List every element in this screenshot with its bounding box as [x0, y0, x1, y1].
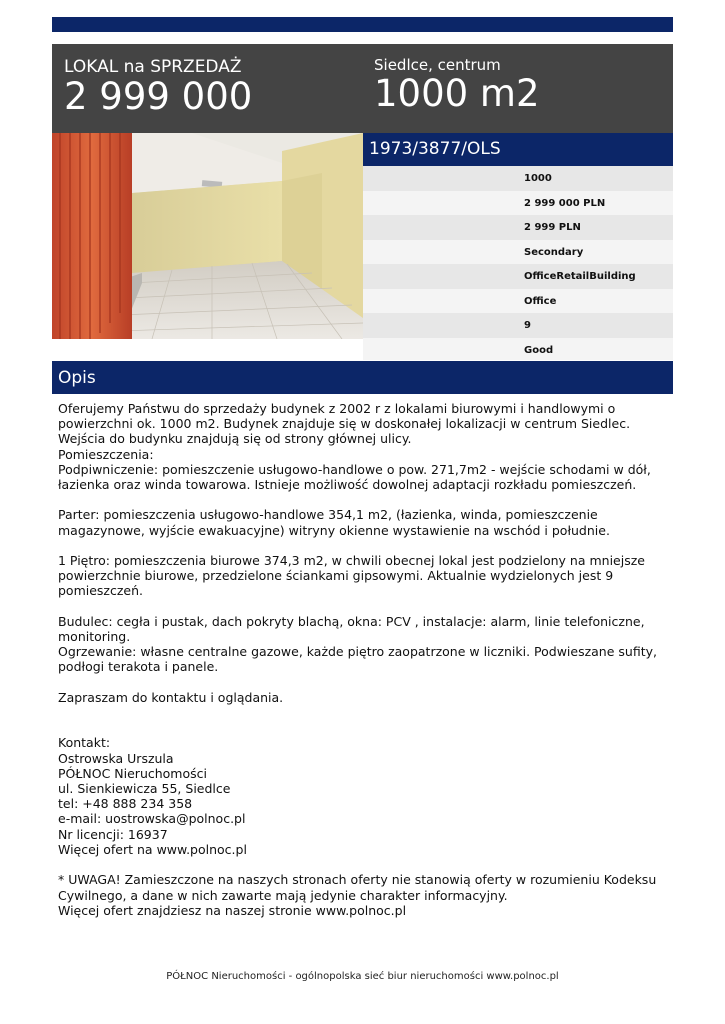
property-row	[363, 215, 673, 240]
listing-type: LOKAL na SPRZEDAŻ	[64, 57, 242, 77]
property-value: 2 999 000 PLN	[524, 197, 606, 209]
property-photo	[52, 133, 363, 339]
description-heading: Opis	[58, 368, 96, 388]
description-header	[52, 361, 673, 394]
property-value: 2 999 PLN	[524, 222, 581, 233]
listing-location: Siedlce, centrum	[374, 56, 501, 74]
property-value: Office	[524, 295, 557, 307]
property-value: 1000	[524, 173, 552, 184]
property-value: Secondary	[524, 246, 584, 258]
property-row	[363, 313, 673, 338]
reference-number: 1973/3877/OLS	[369, 139, 501, 159]
listing-header	[52, 44, 673, 133]
property-row	[363, 289, 673, 314]
property-details-table	[363, 166, 673, 360]
top-accent-bar	[52, 17, 673, 32]
property-value: OfficeRetailBuilding	[524, 271, 636, 282]
property-row	[363, 240, 673, 265]
listing-area: 1000 m2	[374, 72, 540, 115]
property-row	[363, 191, 673, 216]
description-text: Oferujemy Państwu do sprzedaży budynek z 2002 r z lokalami biurowymi i handlowymi o powierzchni ok. 1000 m2. Budynek znajduje się w doskonałej lokalizacji w centrum Siedlec. Wejścia do budynku znajdują się od strony głównej ulicy. Pomieszczenia: Podpiwniczenie: pomieszczenie usługowo-handlowe o pow. 271,7m2 - wejście schodami w dół, łazienka oraz winda towarowa. Istnieje możliwość dowolnej adaptacji rozkładu pomieszczeń. Parter: pomieszczenia usługowo-handlowe 354,1 m2, (łazienka, winda, pomieszczenie magazynowe, wyjście ewakuacyjne) witryny okienne wystawienie na wschód i południe. 1 Piętro: pomieszczenia biurowe 374,3 m2, w chwili obecnej lokal jest podzielony na mniejsze powierzchnie biurowe, przedzielone ściankami gipsowymi. Aktualnie wydzielonych jest 9 pomieszczeń. Budulec: cegła i pustak, dach pokryty blachą, okna: PCV , instalacje: alarm, linie telefoniczne, monitoring. Ogrzewanie: własne centralne gazowe, każde piętro zaopatrzone w liczniki. Podwieszane sufity, podłogi terakota i panele. Zapraszam do kontaktu i oglądania. Kontakt: Ostrowska Urszula PÓŁNOC Nieruchomości ul. Sienkiewicza 55, Siedlce tel: +48 888 234 358 e-mail: uostrowska@polnoc.pl Nr licencji: 16937 Więcej ofert na www.polnoc.pl * UWAGA! Zamieszczone na naszych stronach oferty nie stanowią oferty w rozumieniu Kodeksu Cywilnego, a dane w nich zawarte mają jedynie charakter informacyjny. Więcej ofert znajdziesz na naszej stronie www.polnoc.pl	[58, 401, 657, 918]
property-row	[363, 264, 673, 289]
property-row	[363, 338, 673, 360]
reference-bar	[363, 133, 673, 166]
property-value: 9	[524, 320, 531, 331]
property-value: Good	[524, 344, 554, 356]
property-row	[363, 166, 673, 191]
page-footer: PÓŁNOC Nieruchomości - ogólnopolska sieć biur nieruchomości www.polnoc.pl	[166, 971, 559, 982]
listing-price: 2 999 000	[64, 75, 253, 118]
